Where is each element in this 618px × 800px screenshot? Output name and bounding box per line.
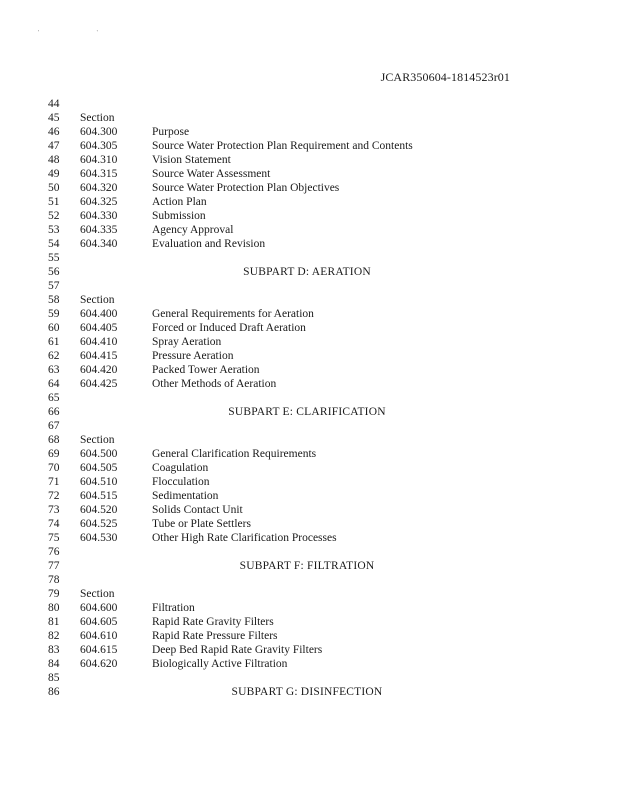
section-title: Biologically Active Filtration	[152, 658, 288, 670]
section-title: Tube or Plate Settlers	[152, 518, 251, 530]
section-title: Rapid Rate Pressure Filters	[152, 630, 278, 642]
toc-entry	[0, 489, 618, 503]
blank-line	[0, 573, 618, 587]
toc-entry	[0, 125, 618, 139]
section-number: 604.520	[80, 504, 118, 516]
line-list	[0, 97, 618, 699]
toc-entry	[0, 167, 618, 181]
section-title: Rapid Rate Gravity Filters	[152, 616, 274, 628]
toc-entry	[0, 195, 618, 209]
line-number: 70	[48, 462, 60, 474]
section-number: 604.315	[80, 168, 118, 180]
line-number: 68	[48, 434, 60, 446]
toc-entry	[0, 615, 618, 629]
line-number: 77	[48, 560, 60, 572]
section-title: Solids Contact Unit	[152, 504, 243, 516]
section-title: General Clarification Requirements	[152, 448, 317, 460]
toc-entry	[0, 153, 618, 167]
section-title: General Requirements for Aeration	[152, 308, 314, 320]
toc-entry	[0, 223, 618, 237]
subpart-heading: SUBPART E: CLARIFICATION	[228, 406, 386, 418]
toc-entry	[0, 643, 618, 657]
section-title: Submission	[152, 210, 206, 222]
section-number: 604.400	[80, 308, 118, 320]
toc-entry	[0, 475, 618, 489]
line-number: 78	[48, 574, 60, 586]
line-number: 45	[48, 112, 60, 124]
line-number: 44	[48, 98, 60, 110]
line-number: 75	[48, 532, 60, 544]
scan-specks: ' '	[38, 30, 126, 36]
section-title: Other High Rate Clarification Processes	[152, 532, 337, 544]
line-number: 56	[48, 266, 60, 278]
section-title: Source Water Protection Plan Objectives	[152, 182, 340, 194]
subpart-heading: SUBPART F: FILTRATION	[239, 560, 375, 572]
section-number: 604.335	[80, 224, 118, 236]
section-number: 604.310	[80, 154, 118, 166]
line-number: 59	[48, 308, 60, 320]
section-title: Other Methods of Aeration	[152, 378, 277, 390]
subpart-heading: SUBPART D: AERATION	[243, 266, 371, 278]
toc-entry	[0, 531, 618, 545]
line-number: 85	[48, 672, 60, 684]
section-title: Forced or Induced Draft Aeration	[152, 322, 306, 334]
line-number: 62	[48, 350, 60, 362]
section-title: Flocculation	[152, 476, 210, 488]
line-number: 57	[48, 280, 60, 292]
section-title: Deep Bed Rapid Rate Gravity Filters	[152, 644, 323, 656]
section-number: 604.340	[80, 238, 118, 250]
line-number: 72	[48, 490, 60, 502]
section-title: Agency Approval	[152, 224, 234, 236]
toc-entry	[0, 181, 618, 195]
section-label-line	[0, 433, 618, 447]
toc-entry	[0, 307, 618, 321]
line-number: 83	[48, 644, 60, 656]
line-number: 79	[48, 588, 60, 600]
toc-entry	[0, 657, 618, 671]
line-number: 84	[48, 658, 60, 670]
toc-entry	[0, 349, 618, 363]
section-title: Purpose	[152, 126, 190, 138]
blank-line	[0, 251, 618, 265]
toc-entry	[0, 321, 618, 335]
section-column-label: Section	[80, 294, 115, 306]
section-number: 604.610	[80, 630, 118, 642]
section-number: 604.405	[80, 322, 118, 334]
section-title: Source Water Protection Plan Requirement and Contents	[152, 140, 413, 152]
section-title: Spray Aeration	[152, 336, 222, 348]
subpart-heading-line	[0, 685, 618, 699]
section-column-label: Section	[80, 112, 115, 124]
line-number: 55	[48, 252, 60, 264]
section-title: Action Plan	[152, 196, 207, 208]
section-title: Vision Statement	[152, 154, 231, 166]
subpart-heading-line	[0, 405, 618, 419]
document-id: JCAR350604-1814523r01	[380, 70, 510, 84]
line-number: 46	[48, 126, 60, 138]
toc-entry	[0, 503, 618, 517]
line-number: 82	[48, 630, 60, 642]
toc-entry	[0, 629, 618, 643]
subpart-heading: SUBPART G: DISINFECTION	[231, 686, 383, 698]
section-number: 604.500	[80, 448, 118, 460]
line-number: 80	[48, 602, 60, 614]
section-title: Packed Tower Aeration	[152, 364, 260, 376]
section-number: 604.415	[80, 350, 118, 362]
line-number: 67	[48, 420, 60, 432]
toc-entry	[0, 377, 618, 391]
section-number: 604.425	[80, 378, 118, 390]
toc-entry	[0, 335, 618, 349]
section-number: 604.420	[80, 364, 118, 376]
section-number: 604.330	[80, 210, 118, 222]
toc-entry	[0, 447, 618, 461]
blank-line	[0, 545, 618, 559]
line-number: 60	[48, 322, 60, 334]
blank-line	[0, 391, 618, 405]
subpart-heading-line	[0, 265, 618, 279]
line-number: 58	[48, 294, 60, 306]
line-number: 53	[48, 224, 60, 236]
toc-entry	[0, 517, 618, 531]
section-number: 604.615	[80, 644, 118, 656]
line-number: 49	[48, 168, 60, 180]
blank-line	[0, 279, 618, 293]
line-number: 66	[48, 406, 60, 418]
toc-entry	[0, 461, 618, 475]
section-title: Pressure Aeration	[152, 350, 234, 362]
section-number: 604.600	[80, 602, 118, 614]
line-number: 48	[48, 154, 60, 166]
section-title: Sedimentation	[152, 490, 219, 502]
line-number: 86	[48, 686, 60, 698]
section-title: Filtration	[152, 602, 195, 614]
section-label-line	[0, 587, 618, 601]
line-number: 74	[48, 518, 60, 530]
section-number: 604.605	[80, 616, 118, 628]
line-number: 69	[48, 448, 60, 460]
section-number: 604.510	[80, 476, 118, 488]
section-number: 604.525	[80, 518, 118, 530]
section-title: Evaluation and Revision	[152, 238, 266, 250]
blank-line	[0, 419, 618, 433]
toc-entry	[0, 363, 618, 377]
line-number: 63	[48, 364, 60, 376]
section-number: 604.515	[80, 490, 118, 502]
section-number: 604.620	[80, 658, 118, 670]
section-number: 604.505	[80, 462, 118, 474]
section-label-line	[0, 293, 618, 307]
section-number: 604.300	[80, 126, 118, 138]
line-number: 52	[48, 210, 60, 222]
subpart-heading-line	[0, 559, 618, 573]
line-number: 54	[48, 238, 60, 250]
section-title: Source Water Assessment	[152, 168, 271, 180]
line-number: 61	[48, 336, 60, 348]
line-number: 64	[48, 378, 60, 390]
toc-entry	[0, 209, 618, 223]
section-number: 604.530	[80, 532, 118, 544]
line-number: 71	[48, 476, 60, 488]
toc-entry	[0, 601, 618, 615]
section-number: 604.410	[80, 336, 118, 348]
line-number: 81	[48, 616, 60, 628]
section-label-line	[0, 111, 618, 125]
section-number: 604.320	[80, 182, 118, 194]
section-number: 604.305	[80, 140, 118, 152]
line-number: 73	[48, 504, 60, 516]
line-number: 51	[48, 196, 60, 208]
blank-line	[0, 97, 618, 111]
line-number: 50	[48, 182, 60, 194]
line-number: 76	[48, 546, 60, 558]
blank-line	[0, 671, 618, 685]
section-column-label: Section	[80, 434, 115, 446]
section-number: 604.325	[80, 196, 118, 208]
section-title: Coagulation	[152, 462, 209, 474]
line-number: 65	[48, 392, 60, 404]
toc-entry	[0, 237, 618, 251]
line-number: 47	[48, 140, 60, 152]
toc-entry	[0, 139, 618, 153]
section-column-label: Section	[80, 588, 115, 600]
